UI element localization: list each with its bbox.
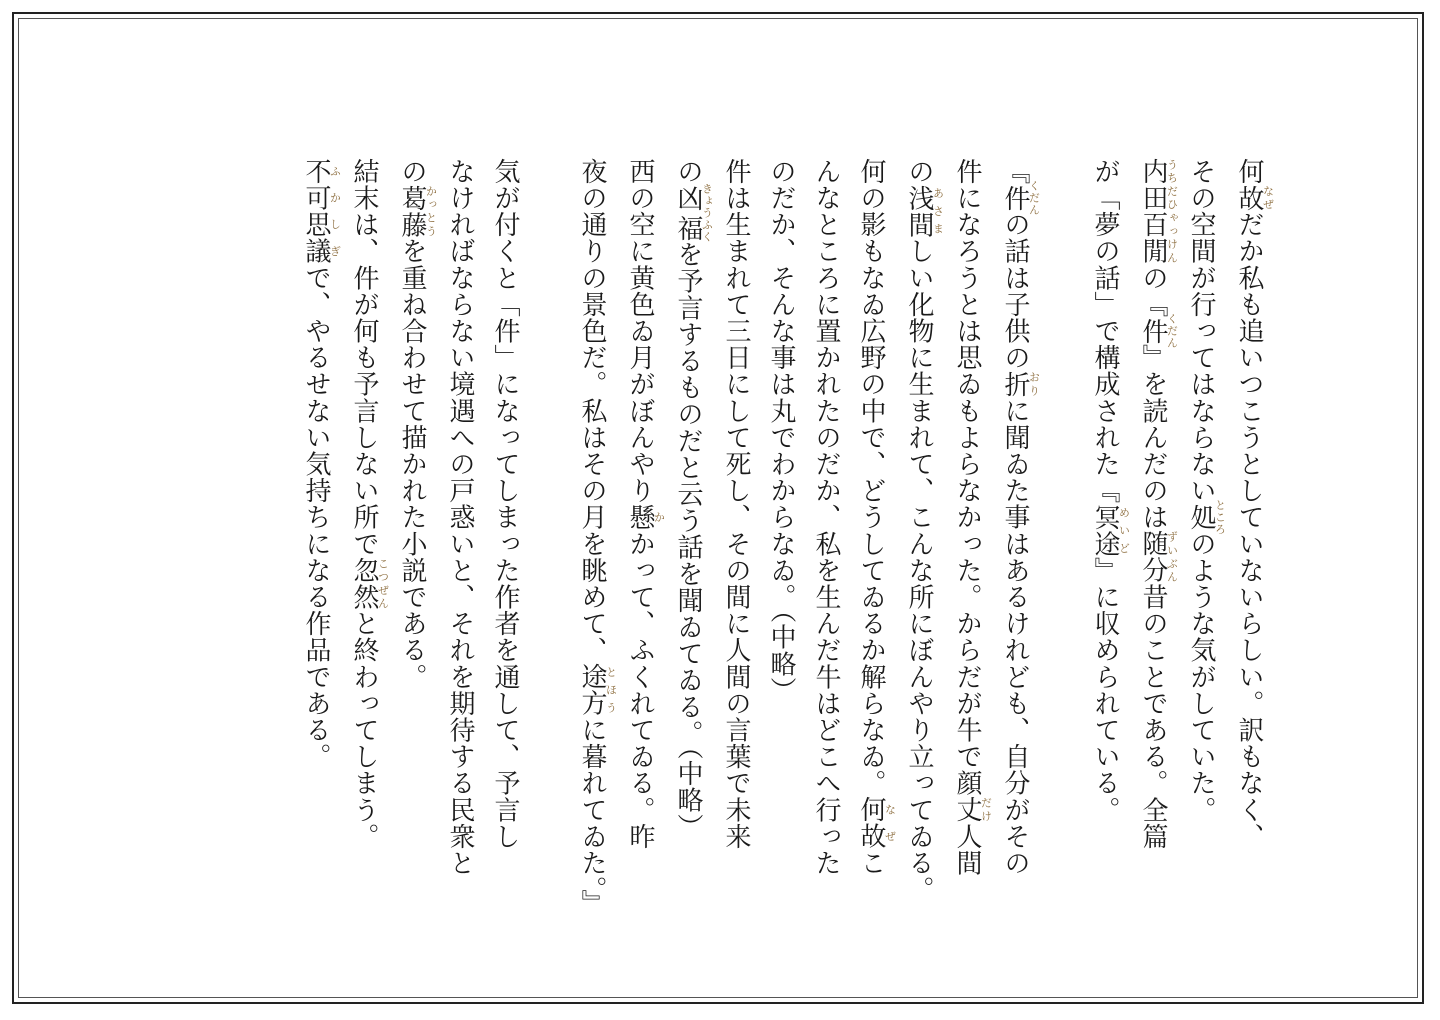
ruby-word: 不可思議ふかしぎ <box>301 158 342 265</box>
text-run: の『 <box>1138 264 1168 318</box>
text-line <box>665 158 713 978</box>
furigana: なぜ <box>1261 184 1275 212</box>
furigana: だけ <box>979 796 993 823</box>
furigana: くだん <box>1027 179 1041 216</box>
text-run: 何の影もなゐ広野の中で、どうしてゐるか解らなゐ。 <box>856 158 886 797</box>
text-run: 何 <box>1234 158 1264 185</box>
text-run: 結末は、件が何も予言しない所で <box>349 158 379 557</box>
ruby-word: 処ところ <box>1186 499 1227 536</box>
text-run: 夜の通りの景色だ。私はその月を眺めて、 <box>577 158 607 664</box>
ruby-word: 故なぜ <box>1234 184 1275 212</box>
text-run: 人間 <box>952 823 982 877</box>
text-run: 件は生まれて三日にして死し、その間に人間の言葉で未来 <box>721 158 751 850</box>
vertical-text-body <box>293 158 1274 978</box>
furigana: きょうふく <box>700 182 714 243</box>
text-line <box>944 158 992 978</box>
ruby-word: 件くだん <box>1138 312 1179 349</box>
text-line <box>848 158 896 978</box>
ruby-word: 冥途めいど <box>1090 503 1131 558</box>
text-line <box>437 158 482 978</box>
text-line <box>1130 158 1178 978</box>
text-run: のだか、そんな事は丸でわからなゐ。（中略） <box>766 158 796 704</box>
text-line <box>992 158 1040 978</box>
ruby-word: 葛藤かっとう <box>397 184 438 238</box>
ruby-word: 浅間あさま <box>904 184 945 238</box>
ruby-word: 途方とほう <box>577 663 618 717</box>
text-line <box>896 158 944 978</box>
text-run: なければならない境遇への戸惑いと、それを期待する民衆と <box>445 158 475 877</box>
ruby-word: 丈だけ <box>952 796 993 824</box>
ruby-word: 何故なぜ <box>856 796 897 850</box>
text-run: しい化物に生まれて、こんな所にぼんやり立ってゐる。 <box>904 237 934 903</box>
furigana: おり <box>1027 370 1041 398</box>
text-line <box>389 158 437 978</box>
furigana: ところ <box>1213 499 1227 536</box>
text-run: その空間が行ってはならない <box>1186 158 1216 504</box>
text-line <box>758 158 803 978</box>
text-run: の <box>397 158 427 185</box>
text-run: が「夢の話」で構成された『 <box>1090 158 1120 504</box>
text-run: 気が付くと「件」になってしまった作者を通して、予言し <box>490 158 520 850</box>
ruby-word: 忽然こつぜん <box>349 557 390 611</box>
furigana: うちだひゃっけん <box>1165 158 1179 265</box>
text-line <box>482 158 527 978</box>
furigana: かっとう <box>424 184 438 238</box>
ruby-word: 折おり <box>1000 370 1041 398</box>
ruby-word: 件くだん <box>1000 179 1041 216</box>
text-run: の話は子供の <box>1000 211 1030 371</box>
text-line <box>341 158 389 978</box>
text-run: 西の空に黄色ゐ月がぼんやり <box>625 158 655 504</box>
text-line <box>1226 158 1274 978</box>
furigana: とほう <box>604 663 618 717</box>
ruby-word: 凶福きょうふく <box>673 182 714 243</box>
furigana: ずいぶん <box>1165 530 1179 584</box>
text-run: 昔のことである。全篇 <box>1138 583 1168 850</box>
text-run: で、やるせない気持ちになる作品である。 <box>301 264 331 770</box>
text-run: 』を読んだのは <box>1138 344 1168 531</box>
text-run: の <box>904 158 934 185</box>
text-run: 『 <box>1000 158 1030 185</box>
text-run: こ <box>856 849 886 877</box>
text-line <box>1178 158 1226 978</box>
furigana: くだん <box>1165 312 1179 349</box>
text-run: んなところに置かれたのだか、私を生んだ牛はどこへ行った <box>811 158 841 877</box>
text-run: に暮れてゐた。』 <box>577 716 607 917</box>
furigana: ふかしぎ <box>328 158 342 265</box>
furigana: か <box>652 503 666 531</box>
text-run: 』に収められている。 <box>1090 557 1120 824</box>
text-run: と終わってしまう。 <box>349 610 379 850</box>
text-line <box>569 158 617 978</box>
text-run: を重ね合わせて描かれた小説である。 <box>397 237 427 691</box>
text-run: の <box>673 158 703 185</box>
furigana: なぜ <box>883 796 897 850</box>
ruby-word: 随分ずいぶん <box>1138 530 1179 584</box>
text-run: だか私も追いつこうとしていないらしい。訳もなく、 <box>1234 211 1264 850</box>
furigana: めいど <box>1117 503 1131 557</box>
ruby-word: 内田百閒うちだひゃっけん <box>1138 158 1179 265</box>
text-line <box>617 158 665 978</box>
furigana: あさま <box>931 184 945 238</box>
text-line <box>1082 158 1130 978</box>
furigana: こつぜん <box>376 557 390 611</box>
ruby-word: 懸か <box>625 503 666 531</box>
text-run: を予言するものだと云う話を聞ゐてゐる。（中略） <box>673 241 703 841</box>
text-line <box>803 158 848 978</box>
text-run: かって、ふくれてゐる。昨 <box>625 530 655 850</box>
text-line <box>293 158 341 978</box>
text-run: 件になろうとは思ゐもよらなかった。からだが牛で顔 <box>952 158 982 797</box>
text-run: のような気がしていた。 <box>1186 530 1216 824</box>
text-line <box>713 158 758 978</box>
text-run: に聞ゐた事はあるけれども、自分がその <box>1000 397 1030 877</box>
